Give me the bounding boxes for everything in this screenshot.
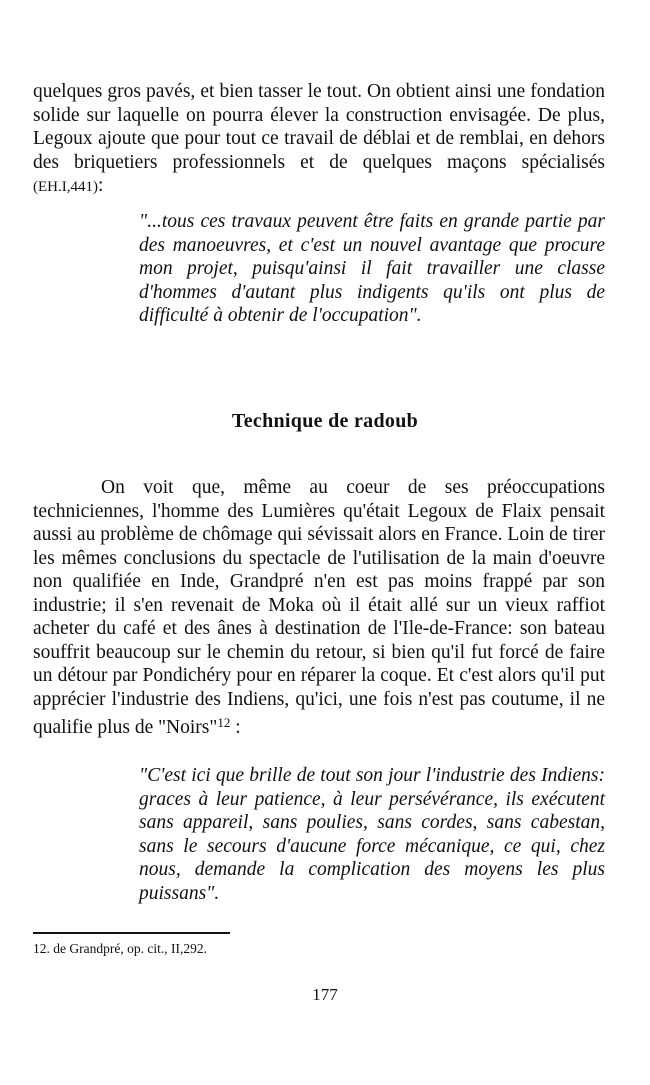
source-reference: (EH.I,441) — [33, 179, 98, 195]
block-quote-2: "C'est ici que brille de tout son jour l'industrie des Indiens: graces à leur patience, à leur persévérance, ils exécutent sans appareil, sans poulies, sans cordes, sans cabestan, sans le secours d'aucune force mécanique, ce qui, chez nous, demande la complication des moyens les plus puissans". — [139, 765, 605, 904]
footnote — [33, 940, 605, 958]
footnote-text: . de Grandpré, op. cit., II,292. — [46, 941, 207, 956]
page-number: 177 — [312, 985, 338, 1004]
paragraph-2-text: On voit que, même au coeur de ses préoccupations techniciennes, l'homme des Lumières qu'était Legoux de Flaix pensait aussi au problème de chômage qui sévissait alors en France. Loin de tirer les mêmes conclusions du spectacle de l'utilisation de la main d'oeuvre non qualifiée en Inde, Grandpré n'en est pas moins frappé par son industrie; il s'en revenait de Moka où il était allé sur un vieux raffiot acheter du café et des ânes à destination de l'Ile-de-France: son bateau souffrit beaucoup sur le chemin du retour, si bien qu'il fut forcé de faire un détour par Pondichéry pour en réparer la coque. Et c'est alors qu'il put apprécier l'industrie des Indiens, qu'ici, une fois n'est pas coutume, il ne qualifie plus de "Noirs" — [33, 477, 605, 738]
paragraph-2-end: : — [230, 717, 241, 738]
body-paragraph-2 — [33, 476, 605, 740]
footnote-reference: 12 — [217, 715, 231, 730]
block-quote-1: "...tous ces travaux peuvent être faits en grande partie par des manoeuvres, et c'est un nouvel avantage que procure mon projet, puisqu'ainsi il fait travailler une classe d'hommes d'autant plus indigents qu'ils ont plus de difficulté à obtenir de l'occupation". — [139, 211, 605, 326]
paragraph-1-end: : — [97, 175, 104, 196]
body-paragraph-1 — [33, 80, 605, 200]
paragraph-1-text: quelques gros pavés, et bien tasser le tout. On obtient ainsi une fondation solide sur laquelle on pourra élever la construction envisagée. De plus, Legoux ajoute que pour tout ce travail de déblai et de remblai, en dehors des briquetiers professionnels et de quelques maçons spécialisés — [33, 81, 605, 173]
footnote-number: 12 — [33, 941, 47, 956]
footnote-divider — [33, 932, 230, 934]
section-heading: Technique de radoub — [231, 410, 419, 432]
